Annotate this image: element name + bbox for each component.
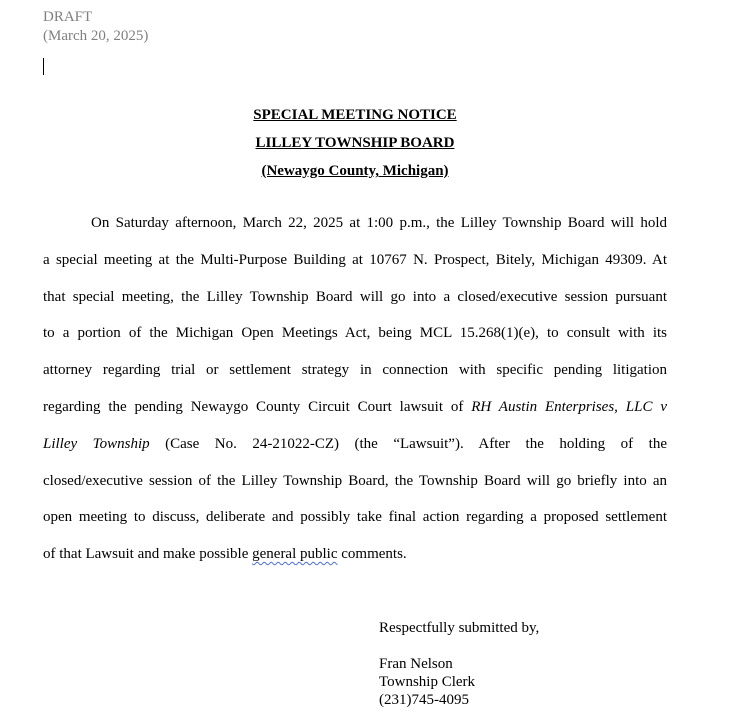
text-cursor — [43, 58, 44, 75]
case-name-italic: RH Austin Enterprises, LLC v — [471, 398, 667, 415]
signature-closing: Respectfully submitted by, — [379, 620, 540, 636]
body-text-run: regarding the pending Newaygo County Circuit Court lawsuit of — [43, 398, 472, 415]
signature-block — [379, 619, 539, 709]
heading-county: (Newaygo County, Michigan) — [261, 163, 449, 179]
signature-name: Fran Nelson — [379, 656, 453, 672]
notice-body — [43, 205, 667, 573]
body-text-run: of that Lawsuit and make possible — [43, 546, 253, 563]
grammar-flagged-text[interactable]: general public — [252, 546, 338, 563]
body-line: that special meeting, the Lilley Township Board will go into a closed/executive session pursuant — [43, 288, 667, 305]
signature-phone: (231)745-4095 — [379, 692, 469, 708]
body-line — [43, 536, 667, 573]
body-line: open meeting to discuss, deliberate and possibly take final action regarding a proposed settlement — [43, 509, 667, 526]
body-line — [43, 389, 667, 426]
draft-date: (March 20, 2025) — [43, 28, 149, 44]
body-line: to a portion of the Michigan Open Meetings Act, being MCL 15.268(1)(e), to consult with its — [43, 325, 667, 342]
draft-header — [43, 8, 148, 46]
body-line: On Saturday afternoon, March 22, 2025 at 1:00 p.m., the Lilley Township Board will hold — [91, 215, 667, 231]
body-line — [43, 426, 667, 463]
body-line: a special meeting at the Multi-Purpose Building at 10767 N. Prospect, Bitely, Michigan 49309. At — [43, 251, 667, 268]
body-line: closed/executive session of the Lilley Township Board, the Township Board will go briefly into an — [43, 472, 667, 489]
heading-board: LILLEY TOWNSHIP BOARD — [255, 135, 455, 151]
body-text-run: comments. — [337, 546, 407, 563]
body-text-run: (Case No. 24-21022-CZ) (the “Lawsuit”). After the holding of the — [149, 435, 667, 452]
heading-title: SPECIAL MEETING NOTICE — [253, 107, 457, 123]
signature-title: Township Clerk — [379, 674, 476, 690]
notice-heading — [0, 101, 710, 185]
case-name-italic: Lilley Township — [43, 435, 150, 452]
draft-label: DRAFT — [43, 9, 93, 25]
body-line: attorney regarding trial or settlement strategy in connection with specific pending litigation — [43, 362, 667, 379]
